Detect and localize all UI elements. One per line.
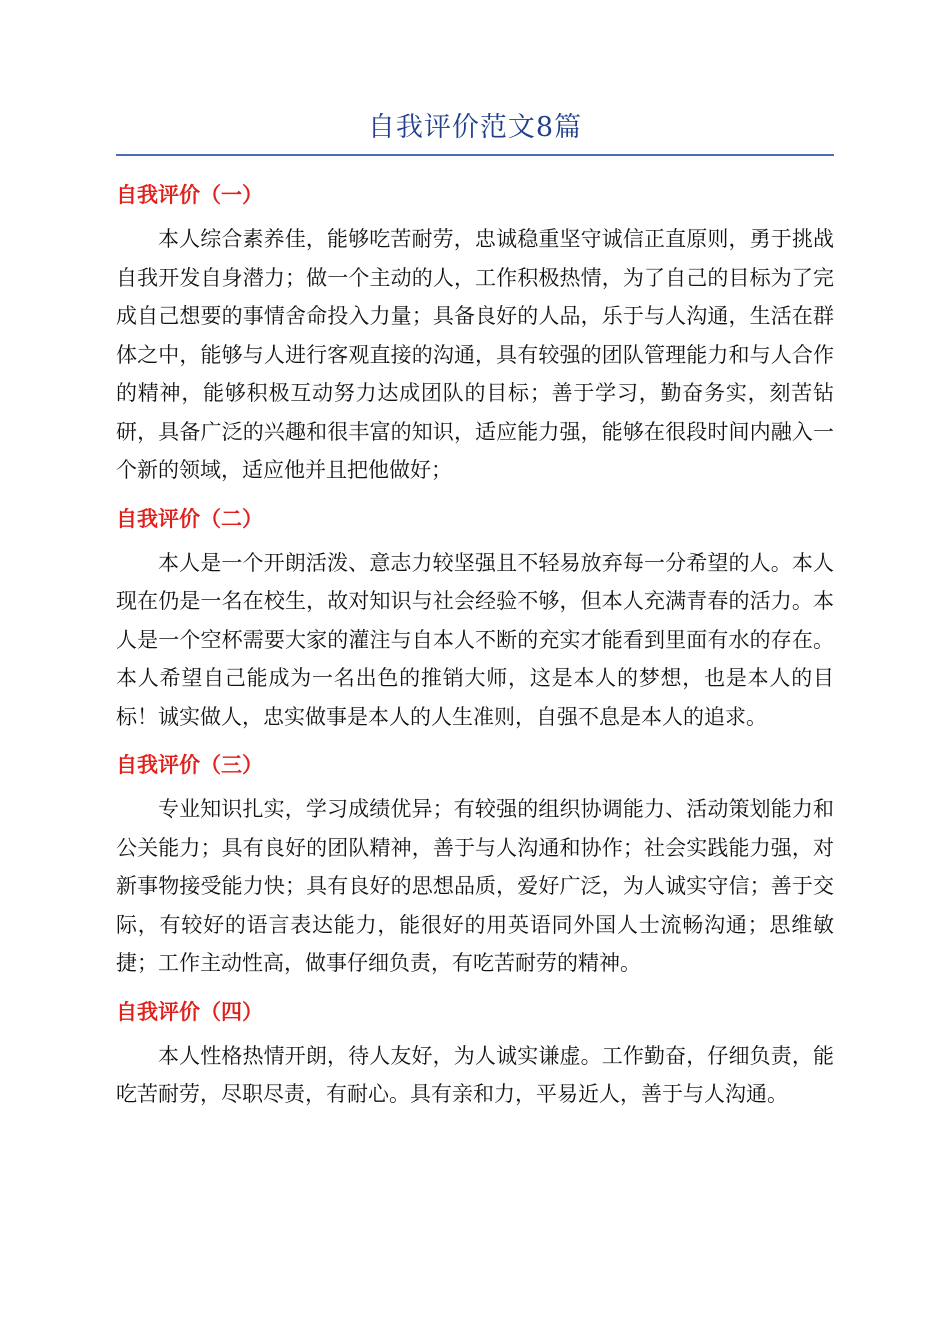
section-heading: 自我评价（二） <box>116 506 263 531</box>
section-paragraph: 本人综合素养佳，能够吃苦耐劳，忠诚稳重坚守诚信正直原则，勇于挑战自我开发自身潜力；做一个主动的人，工作积极热情，为了自己的目标为了完成自己想要的事情舍命投入力量；具备良好的人品，乐于与人沟通，生活在群体之中，能够与人进行客观直接的沟通，具有较强的团队管理能力和与人合作的精神，能够积极互动努力达成团队的目标；善于学习，勤奋务实，刻苦钻研，具备广泛的兴趣和很丰富的知识，适应能力强，能够在很段时间内融入一个新的领域，适应他并且把他做好； <box>116 227 834 482</box>
section-4 <box>116 997 834 1114</box>
section-heading: 自我评价（四） <box>116 999 263 1024</box>
section-paragraph: 专业知识扎实，学习成绩优异；有较强的组织协调能力、活动策划能力和公关能力；具有良好的团队精神，善于与人沟通和协作；社会实践能力强，对新事物接受能力快；具有良好的思想品质，爱好广泛，为人诚实守信；善于交际，有较好的语言表达能力，能很好的用英语同外国人士流畅沟通；思维敏捷；工作主动性高，做事仔细负责，有吃苦耐劳的精神。 <box>116 797 834 975</box>
section-3 <box>116 750 834 983</box>
document-page <box>116 108 834 1114</box>
section-heading: 自我评价（一） <box>116 183 263 207</box>
section-paragraph: 本人是一个开朗活泼、意志力较坚强且不轻易放弃每一分希望的人。本人现在仍是一名在校生，故对知识与社会经验不够，但本人充满青春的活力。本人是一个空杯需要大家的灌注与自本人不断的充实才能看到里面有水的存在。本人希望自己能成为一名出色的推销大师，这是本人的梦想，也是本人的目标！诚实做人，忠实做事是本人的人生准则，自强不息是本人的追求。 <box>116 550 834 729</box>
section-heading: 自我评价（三） <box>116 753 263 777</box>
document-title: 自我评价范文8篇 <box>367 112 583 143</box>
section-paragraph: 本人性格热情开朗，待人友好，为人诚实谦虚。工作勤奋，仔细负责，能吃苦耐劳，尽职尽责，有耐心。具有亲和力，平易近人，善于与人沟通。 <box>116 1043 834 1106</box>
section-1 <box>116 180 834 490</box>
section-2 <box>116 504 834 737</box>
title-underline <box>116 154 834 156</box>
